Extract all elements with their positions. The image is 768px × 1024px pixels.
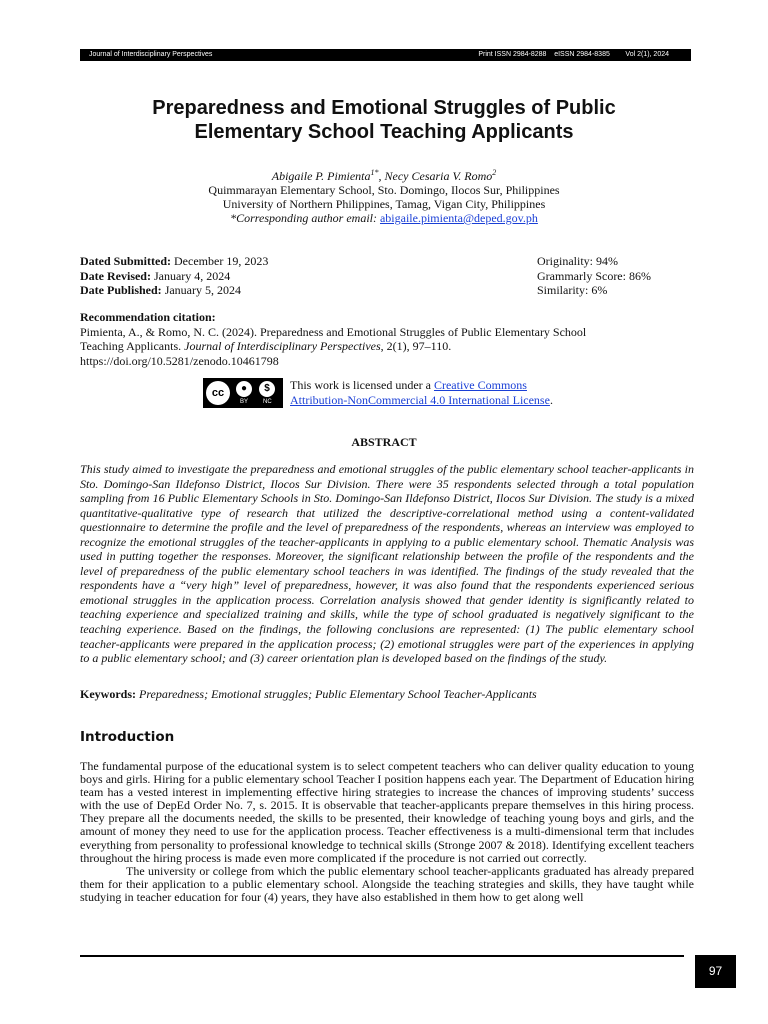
date-revised-label: Date Revised:	[80, 268, 151, 283]
citation-label	[80, 310, 700, 325]
keywords-label: Keywords:	[80, 687, 136, 701]
author-names	[0, 166, 768, 183]
page-number: 97	[695, 955, 736, 988]
quality-scores	[537, 254, 651, 298]
footer-rule	[80, 955, 684, 957]
cc-icon: cc	[206, 381, 230, 405]
license-link-line1[interactable]: Creative Commons	[433, 378, 527, 392]
date-published-label: Date Published:	[80, 283, 162, 297]
keywords-values: Preparedness; Emotional struggles; Public Elementary School Teacher-Applicants	[136, 687, 537, 701]
citation-doi: https://doi.org/10.5281/zenodo.10461798	[80, 353, 279, 368]
date-revised-value: January 4, 2024	[150, 268, 231, 283]
date-submitted	[80, 254, 268, 269]
badge-nc-label: NC	[263, 399, 272, 405]
abstract-heading: ABSTRACT	[351, 435, 417, 449]
paper-title	[0, 96, 768, 144]
date-submitted-value: December 19, 2023	[171, 254, 269, 268]
paper-title-line2: Elementary School Teaching Applicants	[194, 121, 574, 143]
date-revised	[80, 269, 268, 284]
citation-line2-post: , 2(1), 97–110.	[380, 339, 452, 353]
date-submitted-label: Dated Submitted:	[80, 254, 172, 268]
corresponding-label: *Corresponding author email:	[230, 211, 380, 225]
license-text-pre: This work is licensed under a	[290, 378, 434, 392]
cc-by-nc-badge[interactable]	[203, 378, 283, 408]
keywords	[80, 687, 694, 701]
author-2: Necy Cesaria V. Romo	[384, 169, 493, 183]
affiliation-2: University of Northern Philippines, Tamag, Vigan City, Philippines	[222, 197, 546, 211]
citation-line2-pre: Teaching Applicants.	[80, 339, 185, 353]
grammarly-score: Grammarly Score: 86%	[537, 268, 651, 283]
abstract-body: This study aimed to investigate the preparedness and emotional struggles of the public elementary school teacher-applicants in Sto. Domingo-San Ildefonso District, Ilocos Sur Division. There were 35 respondents selected through a total population sampling from 16 Public Elementary Schools in Sto. Domingo-San Ildefonso District, Ilocos Sur Division. The study is a mixed quantitative-qualitative type of research that utilized the descriptive-correlational method using a content-validated questionnaire to determine the profile and the level of preparedness of the respondents, whereas an interview was employed to recognize the emotional struggles of the teacher-applicants in applying to a public elementary school. Thematic Analysis was used in putting together the responses. Moreover, the significant relationship between the profile of the respondents and the level of preparedness of the public elementary school teachers in was identified. The findings of the study revealed that the respondents have a “very high” level of preparedness, however, it was also found that the respondents experienced serious emotional struggles in the application process. Correlation analysis showed that gender identity is significantly related to teaching experience and specialized training and skills, while the type of school graduated is negatively significant to the teaching experience. Based on the findings, the following conclusions are represented: (1) The public elementary school teacher-applicants were prepared in the application process; (2) emotional struggles were part of the experiences in applying to a public elementary school; and (3) career orientation plan is developed based on the findings of the study.	[80, 462, 694, 666]
citation-line2	[80, 339, 700, 354]
recommendation-citation	[80, 310, 700, 368]
originality-score: Originality: 94%	[537, 254, 618, 268]
author-1: Abigaile P. Pimienta	[271, 169, 371, 183]
similarity-score: Similarity: 6%	[537, 283, 608, 297]
author-1-superscript: 1*	[370, 168, 379, 177]
badge-by-label: BY	[240, 399, 249, 405]
date-published-value: January 5, 2024	[161, 283, 242, 297]
citation-line1: Pimienta, A., & Romo, N. C. (2024). Preparedness and Emotional Struggles of Public Elementary School	[80, 324, 587, 339]
author-separator: ,	[378, 169, 385, 183]
journal-header-bar	[80, 49, 691, 61]
citation-label-text: Recommendation citation:	[80, 310, 216, 324]
license-link-line2[interactable]: Attribution-NonCommercial 4.0 International License	[290, 392, 550, 407]
license-text	[290, 378, 610, 407]
license-text-post: .	[549, 392, 553, 407]
journal-name: Journal of Interdisciplinary Perspectives	[89, 51, 213, 58]
introduction-body	[80, 760, 694, 904]
paper-title-line1: Preparedness and Emotional Struggles of Public	[152, 97, 616, 119]
affiliation-1: Quimmarayan Elementary School, Sto. Domingo, Ilocos Sur, Philippines	[208, 183, 560, 197]
author-block	[0, 166, 768, 225]
date-published	[80, 283, 268, 298]
introduction-heading: Introduction	[80, 729, 175, 745]
submission-dates	[80, 254, 268, 298]
intro-paragraph-2: The university or college from which the public elementary school teacher-applicants graduated has already prepared them for their application to a public elementary school. Alongside the teaching strategies and skills, they have taught while studying in teacher education for four (4) years, they have also established in them how to get along well	[80, 863, 694, 904]
corresponding-author	[0, 211, 768, 225]
issn-volume-info: Print ISSN 2984-8288 eISSN 2984-8385 Vol 2(1), 2024	[478, 51, 669, 58]
author-email-link[interactable]: abigaile.pimienta@deped.gov.ph	[379, 211, 538, 225]
intro-paragraph-1: The fundamental purpose of the educational system is to select competent teachers who can deliver quality education to young boys and girls. Hiring for a public elementary school Teacher I position happens each year. The Department of Education hiring team has a vested interest in implementing effective hiring strategies to increase the chances of improving students’ success with the use of DepEd Order No. 7, s. 2015. It is observable that teacher-applicants prepare themselves in this hiring process. They prepare all the documents needed, the skills to be presented, their knowledge of teaching young boys and girls, and the amount of money they need to use for the application process. Teacher effectiveness is a multi-dimensional term that includes everything from personality to professional knowledge to technical skills (Stronge 2007 & 2018). Identifying excellent teachers throughout the hiring process is made even more complicated if the procedure is not carried out correctly.	[80, 759, 694, 865]
person-icon: ●	[236, 381, 252, 397]
author-2-superscript: 2	[492, 168, 497, 177]
citation-journal: Journal of Interdisciplinary Perspectives	[184, 339, 381, 353]
no-dollar-icon: $	[259, 381, 275, 397]
